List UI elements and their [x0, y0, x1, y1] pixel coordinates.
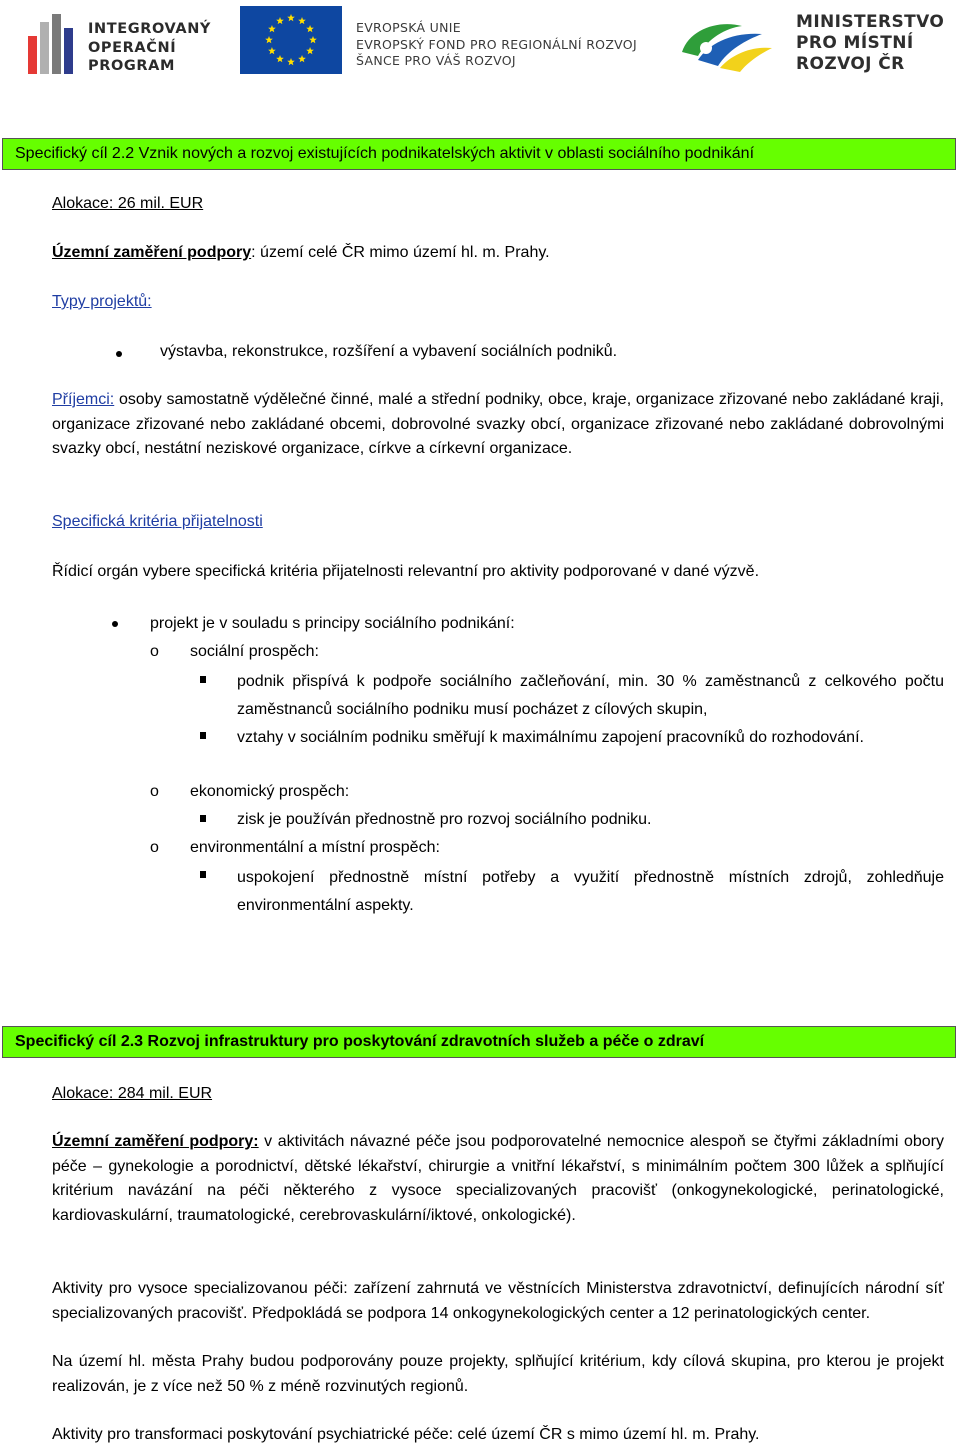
territory-label: Územní zaměření podpory: [52, 1133, 259, 1150]
economic-item-1: zisk je používán přednostně pro rozvoj sociálního podniku. [237, 811, 652, 828]
square-bullet-icon [200, 871, 206, 878]
section-2-3-title: Specifický cíl 2.3 Rozvoj infrastruktury pro poskytování zdravotních služeb a péče o zdraví [15, 1033, 705, 1050]
env-benefit-label: environmentální a místní prospěch: [190, 839, 440, 856]
section-2-3-allocation: Alokace: 284 mil. EUR [52, 1085, 213, 1102]
circle-bullet-icon: o [150, 839, 159, 856]
criteria-label: Specifická kritéria přijatelnosti [52, 513, 263, 530]
mmr-emblem-icon [676, 16, 776, 74]
bullet-icon [112, 621, 118, 627]
circle-bullet-icon: o [150, 643, 159, 660]
section-2-3-title-box [2, 1026, 956, 1058]
economic-benefit-label: ekonomický prospěch: [190, 783, 350, 800]
iop-logo [26, 8, 216, 80]
recipients-label: Příjemci: [52, 391, 115, 408]
psychiatric-paragraph: Aktivity pro transformaci poskytování psychiatrické péče: celé území ČR s mimo území hl. m. Prahy. [52, 1426, 760, 1443]
section-2-2-territory [52, 241, 550, 266]
social-item-1: podnik přispívá k podpoře sociálního začleňování, min. 30 % zaměstnanců z celkového počtu zaměstnanců sociálního podniku musí pocházet z cílových skupin, [237, 673, 944, 718]
iop-wordmark: INTEGROVANÝ OPERAČNÍ PROGRAM [88, 21, 212, 74]
project-types-label: Typy projektů: [52, 293, 152, 310]
criteria-main: projekt je v souladu s principy sociálního podnikání: [150, 615, 515, 632]
square-bullet-icon [200, 676, 206, 683]
territory-text: v aktivitách návazné péče jsou podporovatelné nemocnice alespoň se čtyřmi základními obory péče – gynekologie a porodnictví, dětské lékařství, chirurgie a vnitřní lékařství, s minimálním počtem 300 lůžek a splňující kritérium navázání na péči některého z vysoce specializovaných pracovišť (onkogynekologické, perinatologické, kardiovaskulární, traumatologické, cerebrovaskulární/iktové, onkologické). [52, 1133, 944, 1224]
bullet-icon [116, 351, 122, 357]
recipients-text: osoby samostatně výdělečné činné, malé a střední podniky, obce, kraje, organizace zřizované nebo zakládané kraji, organizace zřizované nebo zakládané obcemi, dobrovolné svazky obcí, organizace zřizované nebo zakládané dobrovolnými svazky obcí, nestátní neziskové organizace, církve a církevní organizace. [52, 391, 944, 457]
mmr-wordmark: MINISTERSTVO PRO MÍSTNÍ ROZVOJ ČR [796, 12, 945, 74]
social-benefit-label: sociální prospěch: [190, 643, 319, 660]
activities-paragraph: Aktivity pro vysoce specializovanou péči: zařízení zahrnutá ve věstnících Ministerstva zdravotnictví, definujících národní síť specializovaných pracovišť. Předpokládá se podpora 14 onkogynekologických center a 12 perinatologických center. [52, 1280, 944, 1322]
section-2-2-allocation: Alokace: 26 mil. EUR [52, 195, 204, 212]
social-item-2: vztahy v sociálním podniku směřují k maximálnímu zapojení pracovníků do rozhodování. [237, 729, 864, 746]
recipients-paragraph [52, 388, 944, 462]
eu-wordmark: EVROPSKÁ UNIE EVROPSKÝ FOND PRO REGIONÁLNÍ ROZVOJ ŠANCE PRO VÁŠ ROZVOJ [356, 20, 637, 68]
square-bullet-icon [200, 732, 206, 739]
iop-bars-icon [26, 14, 84, 74]
territory-label: Územní zaměření podpory [52, 244, 252, 261]
circle-bullet-icon: o [150, 783, 159, 800]
env-item-1: uspokojení přednostně místní potřeby a využití přednostně místních zdrojů, zohledňuje environmentální aspekty. [237, 869, 944, 914]
section-2-2-title-box [2, 138, 956, 170]
square-bullet-icon [200, 815, 206, 822]
prague-paragraph: Na území hl. města Prahy budou podporovány pouze projekty, splňující kritérium, kdy cílová skupina, pro kterou je projekt realizován, je z více než 50 % z méně rozvinutých regionů. [52, 1353, 944, 1395]
criteria-intro: Řídicí orgán vybere specifická kritéria přijatelnosti relevantní pro aktivity podporované v dané výzvě. [52, 563, 760, 580]
section-2-3-territory [52, 1130, 944, 1228]
header-logos [0, 0, 960, 90]
section-2-2-title: Specifický cíl 2.2 Vznik nových a rozvoj existujících podnikatelských aktivit v oblasti sociálního podnikání [15, 145, 755, 162]
eu-flag-icon [240, 6, 342, 74]
territory-value: : území celé ČR mimo území hl. m. Prahy. [251, 244, 550, 261]
project-type-item: výstavba, rekonstrukce, rozšíření a vybavení sociálních podniků. [160, 343, 618, 360]
